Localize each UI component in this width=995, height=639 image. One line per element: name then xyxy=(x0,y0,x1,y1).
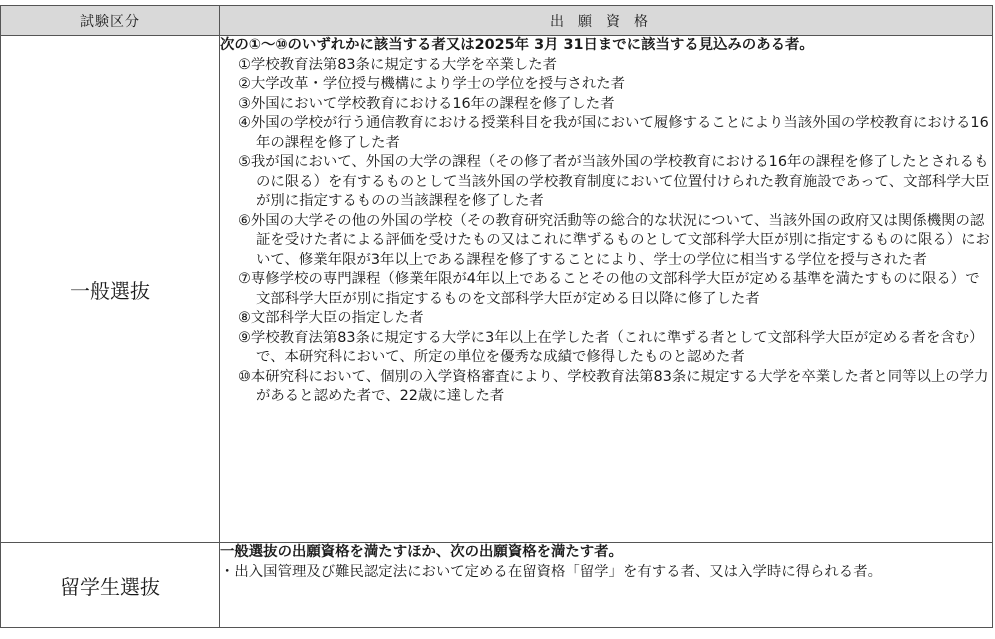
general-qualification xyxy=(220,36,993,543)
general-row xyxy=(1,36,993,543)
international-bullet: ・出入国管理及び難民認定法において定める在留資格「留学」を有する者、又は入学時に得られる者。 xyxy=(220,563,882,580)
header-row xyxy=(1,6,993,36)
qualification-table xyxy=(0,5,993,628)
general-category: 一般選抜 xyxy=(1,36,220,543)
international-qualification xyxy=(220,543,993,628)
general-lead: 次の①～⑩のいずれかに該当する者又は2025年 3月 31日までに該当する見込みのある者。 xyxy=(220,37,814,53)
general-item-5: ⑤我が国において、外国の大学の課程（その修了者が当該外国の学校教育における16年の課程を修了したとされるものに限る）を有するものとして当該外国の学校教育制度において位置付けられた教育施設であって、文部科学大臣が別に指定するものの当該課程を修了した者 xyxy=(238,154,990,209)
international-row xyxy=(1,543,993,628)
general-item-10: ⑩本研究科において、個別の入学資格審査により、学校教育法第83条に規定する大学を卒業した者と同等以上の学力があると認めた者で、22歳に達した者 xyxy=(238,368,989,404)
general-item-2: ②大学改革・学位授与機構により学士の学位を授与された者 xyxy=(238,76,626,92)
general-item-1: ①学校教育法第83条に規定する大学を卒業した者 xyxy=(238,56,558,73)
general-item-6: ⑥外国の大学その他の外国の学校（その教育研究活動等の総合的な状況について、当該外国の政府又は関係機関の認証を受けた者による評価を受けたもの又はこれに準ずるものとして文部科学大臣が別に指定するものに限る）において、修業年限が3年以上である課程を修了することにより、学士の学位に相当する学位を授与された者 xyxy=(238,212,990,268)
general-item-9: ⑨学校教育法第83条に規定する大学に3年以上在学した者（これに準ずる者として文部科学大臣が定める者を含む）で、本研究科において、所定の単位を優秀な成績で修得したものと認めた者 xyxy=(238,329,984,365)
international-category: 留学生選抜 xyxy=(1,543,220,628)
general-item-8: ⑧文部科学大臣の指定した者 xyxy=(238,310,424,326)
international-lead: 一般選抜の出願資格を満たすほか、次の出願資格を満たす者。 xyxy=(220,544,623,560)
general-item-7: ⑦専修学校の専門課程（修業年限が4年以上であることその他の文部科学大臣が定める基準を満たすものに限る）で文部科学大臣が別に指定するものを文部科学大臣が定める日以降に修了した者 xyxy=(238,271,980,307)
general-item-3: ③外国において学校教育における16年の課程を修了した者 xyxy=(238,95,615,112)
header-category: 試験区分 xyxy=(1,6,220,36)
general-item-4: ④外国の学校が行う通信教育における授業科目を我が国において履修することにより当該外国の学校教育における16年の課程を修了した者 xyxy=(238,115,989,151)
header-qualification: 出願資格 xyxy=(220,6,993,36)
